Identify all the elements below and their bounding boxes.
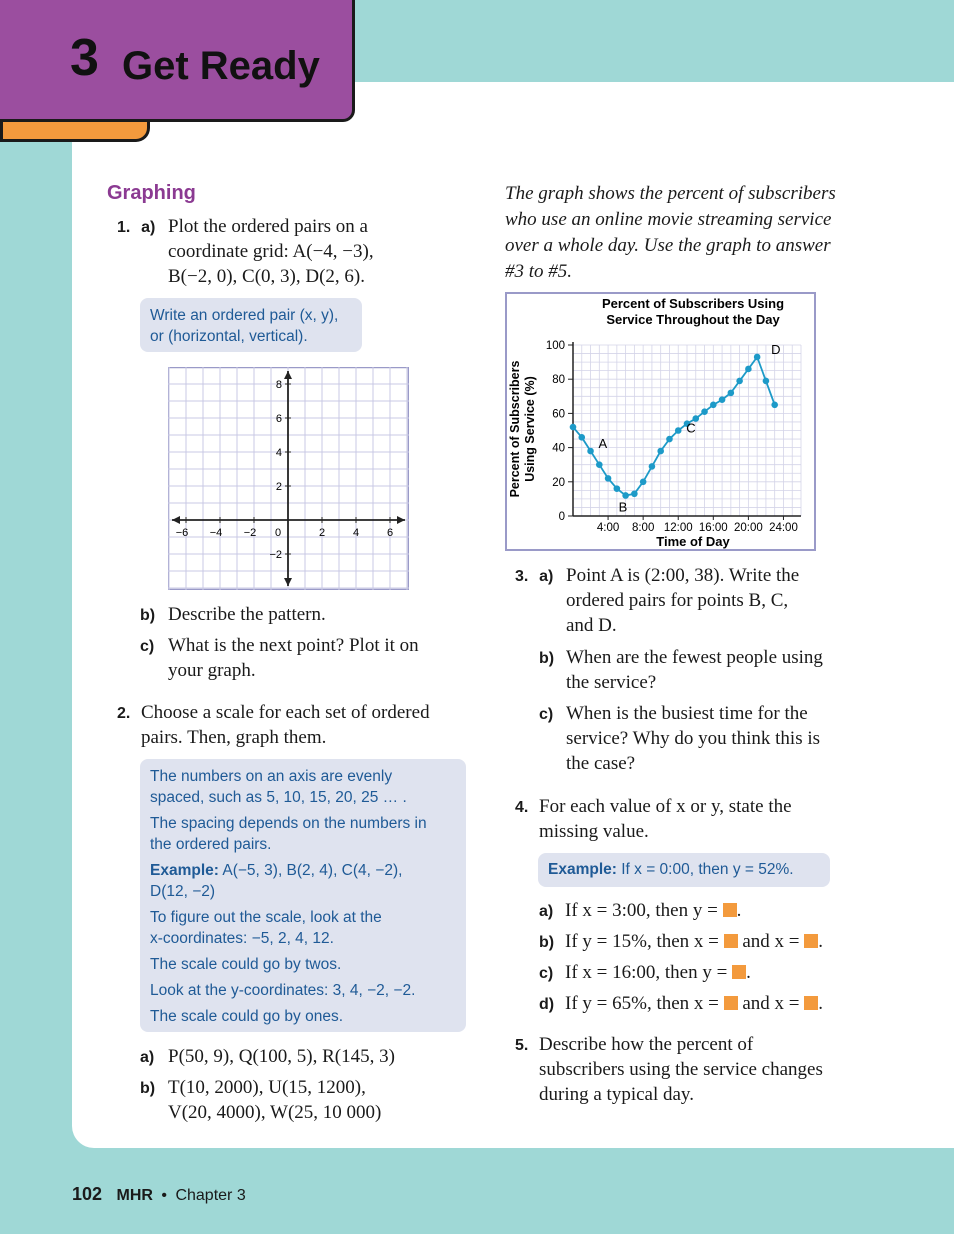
question-4b-text: [565, 929, 823, 954]
question-3a: [515, 563, 553, 589]
text-line: B(−2, 0), C(0, 3), D(2, 6).: [168, 266, 365, 287]
part-label: b): [140, 607, 156, 624]
chart-point: [666, 436, 673, 443]
part-label: a): [539, 903, 554, 920]
answer-blank[interactable]: [723, 903, 737, 917]
text-line: service? Why do you think this is: [566, 728, 821, 749]
question-4c-text: [565, 960, 751, 985]
part-label: a): [539, 568, 554, 585]
question-1a: [117, 214, 155, 240]
period: .: [736, 900, 742, 921]
text-line: coordinate grid: A(−4, −3),: [168, 241, 374, 262]
x-tick-label: −4: [209, 527, 223, 539]
chart-x-tick-label: 20:00: [733, 522, 763, 534]
question-1a-text: [168, 214, 468, 289]
text-line: who use an online movie streaming service: [505, 209, 832, 230]
tip-box-scale: [140, 759, 466, 1032]
x-tick-label: 2: [318, 527, 326, 539]
question-4d: [539, 991, 554, 1017]
answer-blank[interactable]: [804, 996, 818, 1010]
tip-line: The scale could go by twos.: [150, 956, 342, 973]
text-line: and D.: [566, 615, 617, 636]
text-line: ordered pairs for points B, C,: [566, 590, 789, 611]
answer-blank[interactable]: [724, 934, 738, 948]
question-2b: [140, 1075, 155, 1101]
subscribers-line-chart: [505, 292, 816, 551]
chart-point: [640, 479, 647, 486]
chart-point: [631, 490, 638, 497]
chart-point: [657, 448, 664, 455]
text-line: #3 to #5.: [505, 261, 573, 282]
question-2a-text: P(50, 9), Q(100, 5), R(145, 3): [168, 1046, 395, 1067]
chart-point: [570, 424, 577, 431]
part-label: b): [539, 650, 555, 667]
part-label: a): [140, 1049, 155, 1066]
chart-title-line-1: Percent of Subscribers Using: [601, 296, 785, 311]
chart-point-label: B: [618, 499, 628, 515]
question-number: 1.: [117, 219, 131, 236]
tip-line: Look at the y-coordinates: 3, 4, −2, −2.: [150, 982, 416, 999]
tip-line: The scale could go by ones.: [150, 1008, 344, 1025]
example-label: Example:: [548, 861, 617, 878]
chart-point: [614, 485, 621, 492]
chart-point: [710, 402, 717, 409]
chapter-title: Get Ready: [122, 44, 320, 88]
x-tick-label: 0: [274, 527, 282, 539]
graph-intro: [505, 181, 836, 285]
answer-blank[interactable]: [804, 934, 818, 948]
part-label: c): [539, 965, 554, 982]
chart-xlabel: Time of Day: [656, 534, 730, 549]
y-tick-label: −2: [269, 549, 282, 561]
text-line: and x =: [737, 931, 805, 952]
page-footer: [72, 1184, 246, 1205]
section-heading: Graphing: [107, 182, 196, 204]
chart-point: [701, 408, 708, 415]
text-line: What is the next point? Plot it on: [168, 635, 419, 656]
answer-blank[interactable]: [724, 996, 738, 1010]
chart-ylabel-line-1: Percent of Subscribers: [508, 360, 522, 498]
tip-line: spaced, such as 5, 10, 15, 20, 25 … .: [150, 789, 407, 806]
tip-line: D(12, −2): [150, 883, 216, 900]
answer-blank[interactable]: [732, 965, 746, 979]
chart-point: [719, 396, 726, 403]
text-line: pairs. Then, graph them.: [141, 727, 327, 748]
coordinate-grid[interactable]: [168, 367, 409, 590]
chart-x-tick-label: 4:00: [596, 522, 620, 534]
text-line: subscribers using the service changes: [539, 1059, 823, 1080]
chart-y-tick-label: 40: [552, 442, 565, 455]
question-5-text: [539, 1032, 823, 1107]
tip-line: The spacing depends on the numbers in: [150, 815, 427, 832]
page-number: 102: [72, 1184, 103, 1204]
question-4a-text: [565, 898, 741, 923]
example-text: If x = 0:00, then y = 52%.: [616, 861, 794, 878]
chart-point: [771, 402, 778, 409]
chart-point: [587, 448, 594, 455]
chapter-label: Chapter 3: [175, 1187, 246, 1204]
y-tick-label: 8: [275, 379, 282, 391]
question-3b-text: [566, 645, 823, 695]
chart-x-tick-label: 12:00: [663, 522, 693, 534]
question-4a: [539, 898, 553, 924]
x-tick-label: 4: [352, 527, 360, 539]
chart-x-tick-label: 8:00: [631, 522, 655, 534]
tip-line: x-coordinates: −5, 2, 4, 12.: [150, 930, 334, 947]
chart-y-tick-label: 100: [545, 340, 565, 352]
text-line: The graph shows the percent of subscribers: [505, 183, 836, 204]
chart-point: [578, 434, 585, 441]
part-label: b): [539, 934, 555, 951]
period: .: [818, 993, 824, 1014]
text-line: If y = 65%, then x =: [565, 993, 724, 1014]
example-box: [538, 853, 830, 887]
chapter-number: 3: [70, 29, 99, 87]
question-1b-text: Describe the pattern.: [168, 604, 326, 625]
chart-ylabel-line-2: Using Service (%): [523, 376, 537, 482]
question-number: 2.: [117, 705, 131, 722]
x-tick-label: 6: [386, 527, 394, 539]
question-number: 3.: [515, 568, 529, 585]
question-4c: [539, 960, 553, 986]
y-tick-label: 6: [275, 413, 282, 425]
part-label: b): [140, 1080, 156, 1097]
question-3c-text: [566, 701, 820, 776]
text-line: For each value of x or y, state the: [539, 796, 792, 817]
chart-point: [763, 378, 770, 385]
chart-point-label: D: [771, 341, 781, 357]
question-1c-text: [168, 633, 419, 683]
x-tick-label: −6: [175, 527, 189, 539]
text-line: the service?: [566, 672, 657, 693]
question-2b-text: [168, 1075, 381, 1125]
chart-title-line-2: Service Throughout the Day: [606, 312, 780, 327]
question-4-text: [539, 794, 792, 844]
question-2: [117, 700, 130, 726]
chapter-banner: [0, 0, 355, 122]
part-label: c): [140, 638, 155, 655]
tip-line: A(−5, 3), B(2, 4), C(4, −2),: [218, 862, 403, 879]
footer-bullet: •: [161, 1187, 167, 1204]
chart-y-tick-label: 20: [552, 476, 565, 489]
chart-x-tick-label: 16:00: [698, 522, 728, 534]
text-line: Choose a scale for each set of ordered: [141, 702, 430, 723]
text-line: Plot the ordered pairs on a: [168, 216, 368, 237]
question-3b: [539, 645, 554, 671]
text-line: If y = 15%, then x =: [565, 931, 724, 952]
question-1b: [140, 602, 155, 628]
tip-line: or (horizontal, vertical).: [150, 328, 308, 345]
text-line: T(10, 2000), U(15, 1200),: [168, 1077, 366, 1098]
text-line: If x = 3:00, then y =: [565, 900, 723, 921]
text-line: Describe how the percent of: [539, 1034, 754, 1055]
tip-line: To figure out the scale, look at the: [150, 909, 382, 926]
example-label: Example:: [150, 862, 219, 879]
question-4b: [539, 929, 554, 955]
tip-line: The numbers on an axis are evenly: [150, 768, 393, 785]
chart-point: [675, 427, 682, 434]
publisher: MHR: [116, 1187, 153, 1204]
text-line: Point A is (2:00, 38). Write the: [566, 565, 800, 586]
chart-point: [622, 492, 629, 499]
chart-point: [728, 390, 735, 397]
chart-point: [596, 461, 603, 468]
chart-point: [605, 475, 612, 482]
question-2a: [140, 1044, 154, 1070]
chart-y-tick-label: 80: [552, 374, 565, 387]
chart-point: [736, 378, 743, 385]
text-line: during a typical day.: [539, 1084, 694, 1105]
question-4: [515, 794, 528, 820]
question-4d-text: [565, 991, 823, 1016]
tip-box-ordered-pair: [140, 298, 362, 352]
text-line: When is the busiest time for the: [566, 703, 808, 724]
chart-x-tick-label: 24:00: [769, 522, 798, 534]
text-line: the case?: [566, 753, 636, 774]
question-2-text: [141, 700, 430, 750]
question-3c: [539, 701, 553, 727]
chart-y-tick-label: 0: [558, 511, 565, 523]
question-1c: [140, 633, 154, 659]
x-tick-label: −2: [243, 527, 257, 539]
text-line: missing value.: [539, 821, 649, 842]
text-line: When are the fewest people using: [566, 647, 823, 668]
tip-line: the ordered pairs.: [150, 836, 272, 853]
part-label: d): [539, 996, 555, 1013]
chart-point: [745, 366, 752, 373]
text-line: over a whole day. Use the graph to answer: [505, 235, 831, 256]
text-line: V(20, 4000), W(25, 10 000): [168, 1102, 382, 1123]
chart-y-tick-label: 60: [552, 408, 565, 421]
part-label: c): [539, 706, 554, 723]
question-number: 4.: [515, 799, 529, 816]
chart-point-label: C: [686, 420, 696, 436]
chart-point: [754, 354, 761, 361]
question-5: [515, 1032, 528, 1058]
question-3a-text: [566, 563, 799, 638]
period: .: [818, 931, 824, 952]
chart-point: [649, 463, 656, 470]
part-label: a): [141, 219, 156, 236]
tip-line: Write an ordered pair (x, y),: [150, 307, 339, 324]
y-tick-label: 4: [275, 447, 282, 459]
question-number: 5.: [515, 1037, 529, 1054]
text-line: your graph.: [168, 660, 256, 681]
text-line: If x = 16:00, then y =: [565, 962, 733, 983]
y-tick-label: 2: [275, 481, 282, 493]
text-line: and x =: [737, 993, 805, 1014]
period: .: [746, 962, 751, 983]
chart-point-label: A: [598, 436, 608, 452]
